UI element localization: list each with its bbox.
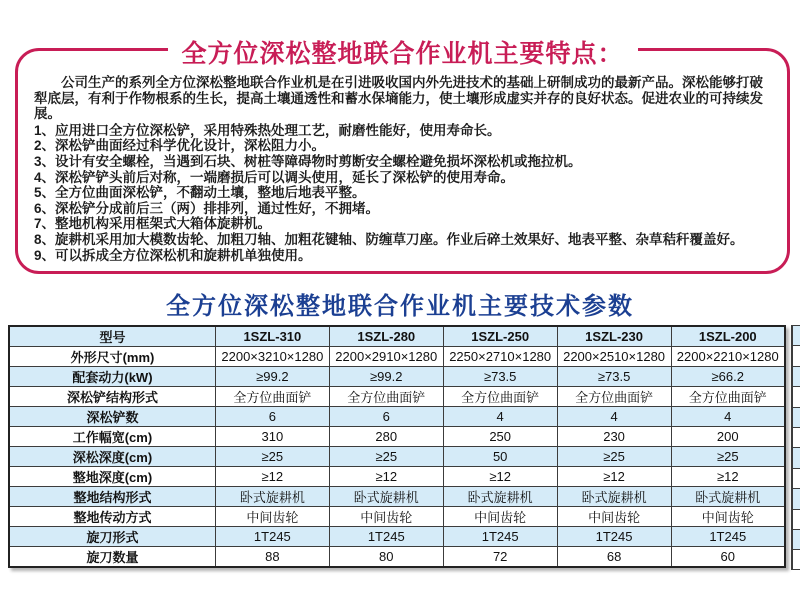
table-header-cell: 1SZL-310 [215, 326, 329, 347]
adjacent-table-edge-segment [791, 509, 800, 529]
table-cell: ≥12 [443, 467, 557, 487]
features-title: 全方位深松整地联合作业机主要特点： [167, 34, 637, 70]
table-cell: ≥99.2 [329, 367, 443, 387]
table-row-label: 整地结构形式 [9, 487, 215, 507]
table-cell: 卧式旋耕机 [443, 487, 557, 507]
table-cell: 全方位曲面铲 [329, 387, 443, 407]
table-cell: 1T245 [215, 527, 329, 547]
table-row [9, 367, 785, 387]
table-cell: 2200×3210×1280 [215, 347, 329, 367]
table-cell: 2200×2910×1280 [329, 347, 443, 367]
adjacent-table-edge-segment [791, 468, 800, 488]
table-row [9, 447, 785, 467]
params-table-body [9, 347, 785, 568]
table-row-label: 旋刀形式 [9, 527, 215, 547]
adjacent-table-edge-segment [791, 529, 800, 549]
table-row-label: 深松铲数 [9, 407, 215, 427]
params-title: 全方位深松整地联合作业机主要技术参数 [166, 293, 634, 320]
table-cell: ≥12 [557, 467, 671, 487]
table-cell: 310 [215, 427, 329, 447]
table-cell: 230 [557, 427, 671, 447]
feature-item: 1、应用进口全方位深松铲，采用特殊热处理工艺，耐磨性能好，使用寿命长。 [34, 122, 501, 138]
table-cell: ≥25 [215, 447, 329, 467]
table-cell: 中间齿轮 [443, 507, 557, 527]
table-row-label: 外形尺寸(mm) [9, 347, 215, 367]
table-cell: 中间齿轮 [215, 507, 329, 527]
adjacent-table-edge-segment [791, 345, 800, 365]
table-cell: 4 [557, 407, 671, 427]
table-cell: 全方位曲面铲 [671, 387, 785, 407]
table-cell: 4 [443, 407, 557, 427]
table-cell: ≥12 [215, 467, 329, 487]
adjacent-table-edge-segment [791, 427, 800, 447]
table-cell: 60 [671, 547, 785, 568]
adjacent-table-edge-segment [791, 407, 800, 427]
adjacent-table-edge [791, 325, 800, 570]
params-table-wrap [8, 325, 786, 568]
table-cell: 50 [443, 447, 557, 467]
table-cell: 1T245 [443, 527, 557, 547]
table-cell: 80 [329, 547, 443, 568]
table-row-label: 深松深度(cm) [9, 447, 215, 467]
features-box [15, 40, 790, 274]
table-row-label: 旋刀数量 [9, 547, 215, 568]
table-cell: 2200×2510×1280 [557, 347, 671, 367]
table-cell: 200 [671, 427, 785, 447]
features-content [18, 51, 787, 263]
table-cell: 卧式旋耕机 [671, 487, 785, 507]
adjacent-table-edge-segment [791, 488, 800, 508]
feature-item: 8、旋耕机采用加大模数齿轮、加粗刀轴、加粗花键轴、防缠草刀座。作业后碎土效果好、地表平整、杂草秸秆覆盖好。 [34, 231, 744, 247]
table-header-cell: 1SZL-280 [329, 326, 443, 347]
table-cell: ≥73.5 [557, 367, 671, 387]
table-row [9, 467, 785, 487]
table-cell: 250 [443, 427, 557, 447]
table-row-label: 深松铲结构形式 [9, 387, 215, 407]
table-cell: 卧式旋耕机 [215, 487, 329, 507]
table-cell: 4 [671, 407, 785, 427]
table-row [9, 427, 785, 447]
table-cell: 2250×2710×1280 [443, 347, 557, 367]
table-row [9, 527, 785, 547]
table-cell: ≥12 [671, 467, 785, 487]
table-cell: 卧式旋耕机 [557, 487, 671, 507]
table-cell: 280 [329, 427, 443, 447]
feature-item: 2、深松铲曲面经过科学优化设计，深松阻力小。 [34, 138, 326, 154]
table-row [9, 507, 785, 527]
table-cell: 72 [443, 547, 557, 568]
table-cell: ≥99.2 [215, 367, 329, 387]
table-cell: 2200×2210×1280 [671, 347, 785, 367]
table-cell: ≥25 [329, 447, 443, 467]
table-cell: ≥66.2 [671, 367, 785, 387]
table-cell: 6 [329, 407, 443, 427]
table-header-cell: 1SZL-230 [557, 326, 671, 347]
table-cell: ≥12 [329, 467, 443, 487]
feature-item: 6、深松铲分成前后三（两）排排列，通过性好，不拥堵。 [34, 200, 380, 216]
features-list [34, 123, 771, 263]
feature-item: 9、可以拆成全方位深松机和旋耕机单独使用。 [34, 247, 312, 263]
table-cell: 中间齿轮 [671, 507, 785, 527]
table-row [9, 347, 785, 367]
table-header-cell: 1SZL-250 [443, 326, 557, 347]
adjacent-table-edge-segment [791, 325, 800, 345]
table-cell: 88 [215, 547, 329, 568]
table-cell: 6 [215, 407, 329, 427]
table-row [9, 547, 785, 568]
table-header-cell: 型号 [9, 326, 215, 347]
table-row-label: 工作幅宽(cm) [9, 427, 215, 447]
table-cell: ≥25 [671, 447, 785, 467]
adjacent-table-edge-segment [791, 447, 800, 467]
feature-item: 7、整地机构采用框架式大箱体旋耕机。 [34, 216, 272, 232]
table-cell: 全方位曲面铲 [215, 387, 329, 407]
table-row-label: 整地传动方式 [9, 507, 215, 527]
params-table-head [9, 326, 785, 347]
table-row [9, 487, 785, 507]
table-cell: 1T245 [329, 527, 443, 547]
table-cell: 中间齿轮 [557, 507, 671, 527]
table-cell: 全方位曲面铲 [443, 387, 557, 407]
table-cell: ≥25 [557, 447, 671, 467]
features-intro: 公司生产的系列全方位深松整地联合作业机是在引进吸收国内外先进技术的基础上研制成功的最新产品。深松能够打破犁底层，有利于作物根系的生长，提高土壤通透性和蓄水保墒能力，使土壤形成虚实并存的良好状态。促进农业的可持续发展。 [34, 75, 763, 122]
feature-item: 3、设计有安全螺栓，当遇到石块、树桩等障碍物时剪断安全螺栓避免损坏深松机或拖拉机。 [34, 153, 582, 169]
table-cell: 68 [557, 547, 671, 568]
table-cell: 1T245 [671, 527, 785, 547]
table-cell: ≥73.5 [443, 367, 557, 387]
table-cell: 卧式旋耕机 [329, 487, 443, 507]
table-row [9, 407, 785, 427]
feature-item: 5、全方位曲面深松铲，不翻动土壤，整地后地表平整。 [34, 185, 366, 201]
adjacent-table-edge-segment [791, 549, 800, 569]
table-cell: 1T245 [557, 527, 671, 547]
table-row-label: 整地深度(cm) [9, 467, 215, 487]
table-header-row [9, 326, 785, 347]
table-header-cell: 1SZL-200 [671, 326, 785, 347]
adjacent-table-edge-segment [791, 366, 800, 386]
table-cell: 中间齿轮 [329, 507, 443, 527]
table-cell: 全方位曲面铲 [557, 387, 671, 407]
params-table [8, 325, 786, 568]
feature-item: 4、深松铲铲头前后对称，一端磨损后可以调头使用，延长了深松铲的使用寿命。 [34, 169, 515, 185]
table-row [9, 387, 785, 407]
adjacent-table-edge-segment [791, 386, 800, 406]
table-row-label: 配套动力(kW) [9, 367, 215, 387]
